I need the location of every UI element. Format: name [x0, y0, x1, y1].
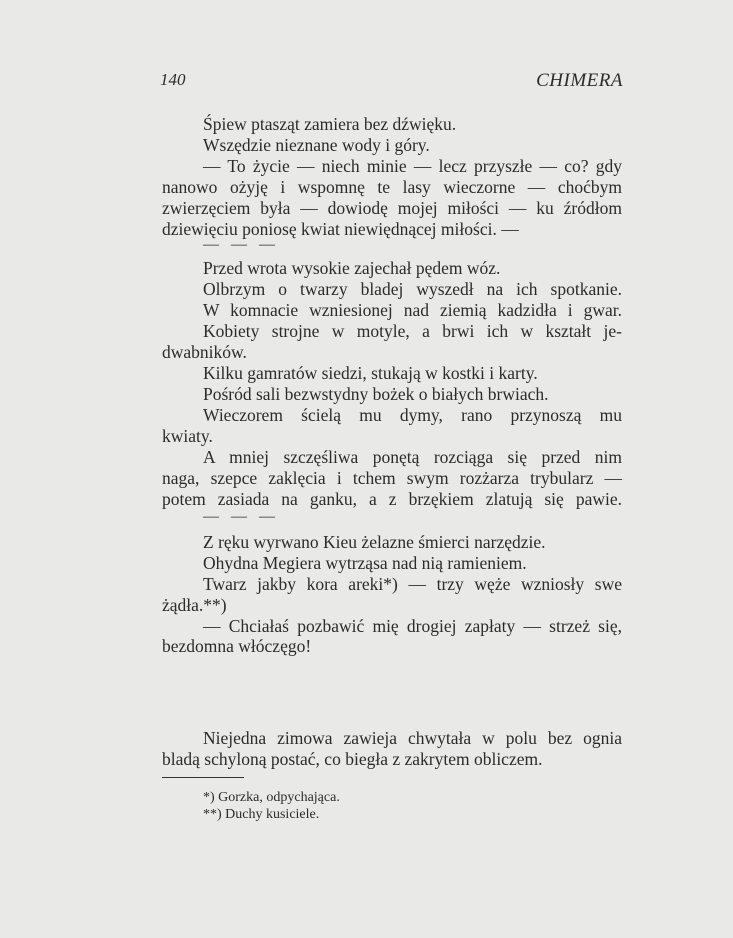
text-line: Kobiety strojne w motyle, a brwi ich w kształt je-: [203, 321, 622, 341]
text-line: W komnacie wzniesionej nad ziemią kadzidła i gwar.: [203, 300, 622, 320]
text-line: naga, szepce zaklęcia i tchem swym rozżarza trybularz —: [162, 468, 622, 488]
text-line: kwiaty.: [162, 426, 213, 446]
footnote-rule: [162, 777, 244, 778]
text-line: Śpiew ptasząt zamiera bez dźwięku.: [203, 114, 457, 134]
text-line: Olbrzym o twarzy bladej wyszedł na ich spotkanie.: [203, 279, 622, 299]
text-line: Wszędzie nieznane wody i góry.: [203, 135, 430, 155]
text-line: bladą schyloną postać, co biegła z zakrytem obliczem.: [162, 749, 543, 769]
text-line: Przed wrota wysokie zajechał pędem wóz.: [203, 258, 501, 278]
text-line: — Chciałaś pozbawić mię drogiej zapłaty — strzeż się,: [203, 616, 622, 636]
text-line: bezdomna włóczęgo!: [162, 636, 312, 656]
text-line: Ohydna Megiera wytrząsa nad nią ramieniem.: [203, 553, 527, 573]
text-line: Pośród sali bezwstydny bożek o białych brwiach.: [203, 384, 549, 404]
text-line: dziewięciu poniosę kwiat niewiędnącej miłości. —: [162, 219, 519, 239]
running-title: CHIMERA: [536, 70, 623, 91]
footnote: **) Duchy kusiciele.: [203, 807, 320, 822]
text-line: Kilku gamratów siedzi, stukają w kostki i karty.: [203, 363, 538, 383]
text-line: żądła.**): [162, 595, 227, 615]
text-line: — To życie — niech minie — lecz przyszłe — co? gdy: [203, 156, 622, 176]
text-line: Wieczorem ścielą mu dymy, rano przynoszą mu: [203, 405, 622, 425]
text-line: Z ręku wyrwano Kieu żelazne śmierci narzędzie.: [203, 532, 546, 552]
text-line: potem zasiada na ganku, a z brzękiem zlatują się pawie.: [162, 489, 622, 509]
section-break: — — —: [203, 236, 279, 253]
text-line: nanowo ożyję i wspomnę te lasy wieczorne — choćbym: [162, 177, 622, 197]
text-line: A mniej szczęśliwa ponętą rozciąga się przed nim: [203, 447, 622, 467]
text-line: Niejedna zimowa zawieja chwytała w polu bez ognia: [203, 728, 622, 748]
page-number: 140: [160, 70, 186, 89]
section-break: — — —: [203, 508, 279, 525]
footnote: *) Gorzka, odpychająca.: [203, 790, 340, 805]
text-line: Twarz jakby kora areki*) — trzy węże wzniosły swe: [203, 574, 622, 594]
text-line: zwierzęciem była — dowiodę mojej miłości — ku źródłom: [162, 198, 622, 218]
text-line: dwabników.: [162, 342, 247, 362]
